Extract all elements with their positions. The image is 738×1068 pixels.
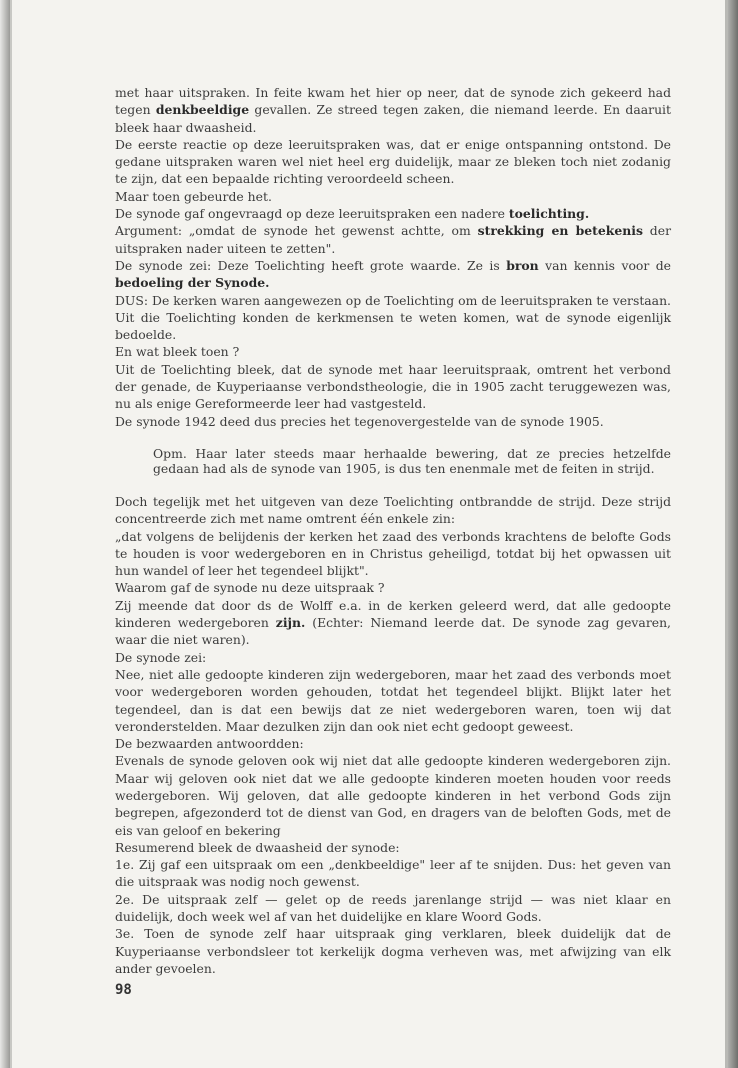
text-run: De synode 1942 deed dus precies het tegenovergestelde van de synode 1905. (115, 413, 604, 429)
body-paragraph (115, 666, 671, 735)
body-paragraph (115, 528, 671, 580)
body-paragraph (115, 222, 671, 257)
body-paragraph (115, 292, 671, 344)
text-run: En wat bleek toen ? (115, 344, 240, 360)
page-number: 98 (115, 982, 132, 998)
text-run: Zij meende dat door ds de Wolff e.a. in de kerken geleerd werd, dat alle gedoopte kinderen wedergeboren (115, 597, 671, 631)
body-paragraph (115, 891, 671, 926)
text-run: Uit de Toelichting bleek, dat de synode met haar leeruitspraak, omtrent het verbond der genade, de Kuyperiaanse verbondstheologie, die in 1905 zacht teruggewezen was, nu als enige Gereformeerde leer had vastgesteld. (115, 361, 671, 412)
body-paragraph (115, 735, 671, 752)
text-run: gevallen. Ze streed tegen zaken, die niemand leerde. En daaruit bleek haar dwaasheid. (115, 102, 671, 135)
text-run: Evenals de synode geloven ook wij niet dat alle gedoopte kinderen wedergeboren zijn. Maar wij geloven ook niet dat we alle gedoopte kinderen moeten houden voor reeds wedergeboren. Wij geloven, dat alle gedoopte kinderen in het verbond Gods zijn begrepen, afgezonderd tot de dienst van God, en dragers van de beloften Gods, met de eis van geloof en bekering (115, 753, 671, 838)
text-run: (Echter: Niemand leerde dat. De synode zag gevaren, waar die niet waren). (115, 615, 671, 648)
text-run: Waarom gaf de synode nu deze uitspraak ? (115, 580, 385, 596)
body-paragraph (115, 343, 671, 360)
bold-text: bedoeling der Synode. (115, 275, 270, 291)
body-paragraph (115, 413, 671, 430)
text-run: De synode gaf ongevraagd op deze leeruitspraken een nadere (115, 206, 509, 222)
text-run: „dat volgens de belijdenis der kerken het zaad des verbonds krachtens de belofte Gods te houden is voor wedergeboren en in Christus geheiligd, totdat bij het opwassen uit hun wandel of leer het tegendeel blijkt". (115, 528, 671, 579)
body-paragraph (115, 257, 671, 292)
body-paragraph (115, 361, 671, 413)
text-run: Resumerend bleek de dwaasheid der synode: (115, 839, 400, 855)
body-paragraph (115, 856, 671, 891)
text-run: 1e. Zij gaf een uitspraak om een „denkbeeldige" leer af te snijden. Dus: het geven van die uitspraak was nodig noch gewenst. (115, 857, 671, 890)
text-run: De eerste reactie op deze leeruitspraken was, dat er enige ontspanning ontstond. De gedane uitspraken waren wel niet heel erg duidelijk, maar ze bleken toch niet zodanig te zijn, dat een bepaalde richting veroordeeld scheen. (115, 136, 671, 187)
body-paragraph (115, 925, 671, 977)
text-run: van kennis voor de (538, 257, 671, 273)
text-run: 2e. De uitspraak zelf — gelet op de reeds jarenlange strijd — was niet klaar en duidelijk, doch week wel af van het duidelijke en klare Woord Gods. (115, 891, 671, 925)
text-run: Argument: „omdat de synode het gewenst achtte, om (115, 223, 478, 239)
text-run: Opm. Haar later steeds maar herhaalde bewering, dat ze precies hetzelfde gedaan had als de synode van 1905, is dus ten enenmale met de feiten in strijd. (153, 445, 671, 477)
text-run: der uitspraken nader uiteen te zetten". (115, 223, 671, 256)
text-run: met haar uitspraken. In feite kwam het hier op neer, dat de synode zich gekeerd had tegen (115, 85, 671, 118)
body-paragraph (115, 188, 671, 205)
body-paragraph (115, 839, 671, 856)
bold-text: strekking en betekenis (477, 223, 643, 239)
note-paragraph (153, 446, 671, 477)
text-run: De synode zei: Deze Toelichting heeft grote waarde. Ze is (115, 257, 507, 273)
body-paragraph (115, 493, 671, 528)
bold-text: denkbeeldige (155, 102, 250, 118)
body-paragraph (115, 649, 671, 666)
body-paragraph (115, 136, 671, 188)
text-run: Maar toen gebeurde het. (115, 188, 272, 204)
body-paragraph (115, 84, 671, 136)
body-paragraph (115, 579, 671, 596)
text-run: 3e. Toen de synode zelf haar uitspraak ging verklaren, bleek duidelijk dat de Kuyperiaanse verbondsleer tot kerkelijk dogma verheven was, met afwijzing van elk ander gevoelen. (115, 926, 671, 976)
page-right-edge (728, 0, 738, 1068)
text-run: DUS: De kerken waren aangewezen op de Toelichting om de leeruitspraken te verstaan. Uit die Toelichting konden de kerkmensen te weten komen, wat de synode eigenlijk bedoelde. (115, 292, 671, 343)
book-spine-edge (0, 0, 10, 1068)
body-paragraph (115, 597, 671, 649)
text-run: De bezwaarden antwoordden: (115, 736, 304, 752)
book-page (10, 0, 728, 1068)
text-run: Doch tegelijk met het uitgeven van deze Toelichting ontbrandde de strijd. Deze strijd concentreerde zich met name omtrent één enkele zin: (115, 493, 671, 527)
bold-text: toelichting. (508, 206, 590, 222)
page-body-text (115, 84, 671, 977)
body-paragraph (115, 752, 671, 838)
text-run: De synode zei: (115, 649, 207, 665)
bold-text: bron (506, 257, 539, 273)
text-run: Nee, niet alle gedoopte kinderen zijn wedergeboren, maar het zaad des verbonds moet voor wedergeboren worden gehouden, totdat het tegendeel blijkt. Blijkt later het tegendeel, dan is dat een bewijs dat ze niet wedergeboren waren, toen wij dat veronderstelden. Maar dezulken zijn dan ook niet echt gedoopt geweest. (115, 666, 671, 734)
body-paragraph (115, 205, 671, 222)
bold-text: zijn. (275, 615, 306, 631)
